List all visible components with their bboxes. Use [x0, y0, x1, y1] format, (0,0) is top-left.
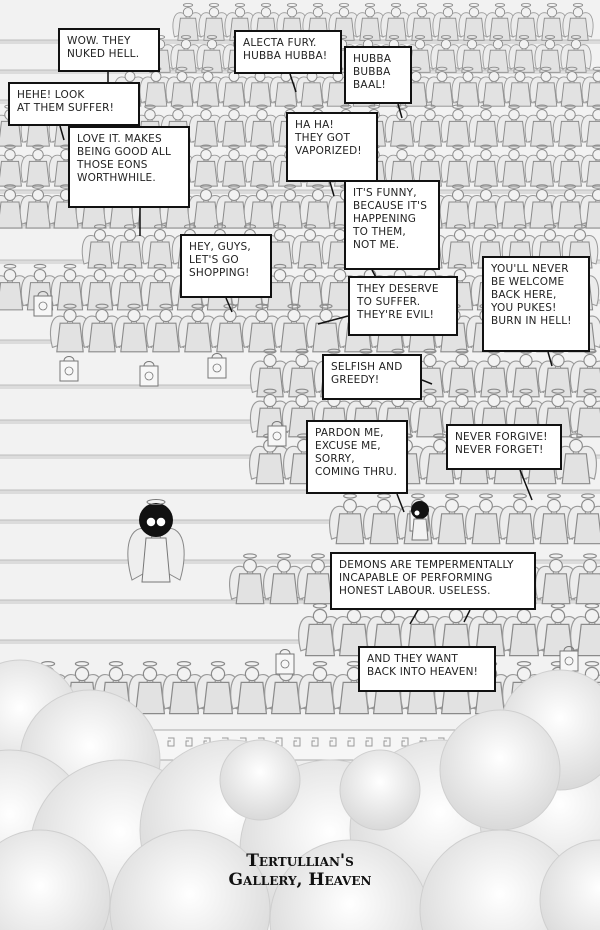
angel-head [201, 150, 211, 160]
angel-robe [431, 83, 453, 106]
angel-robe [270, 574, 298, 604]
angel-robe [145, 83, 167, 106]
angel-head [261, 8, 270, 17]
angel-head [483, 609, 496, 622]
angel-head [551, 609, 564, 622]
angel-head [545, 40, 554, 49]
angel-robe [238, 682, 267, 713]
angel-head [565, 190, 576, 201]
angel-robe [540, 514, 568, 544]
angel-head [434, 439, 447, 452]
cloud-puff [220, 740, 300, 820]
angel-head [95, 230, 106, 241]
angel-head [514, 499, 527, 512]
angel-head [521, 8, 530, 17]
angel-robe [223, 83, 245, 106]
angel-head [485, 230, 496, 241]
speech-bubble-vaporized: HA HA! THEY GOT VAPORIZED! [286, 112, 378, 182]
angel-robe [566, 50, 586, 72]
angel-robe [117, 283, 142, 310]
angel-robe [27, 161, 50, 186]
angel-head [5, 190, 16, 201]
angel-head [455, 230, 466, 241]
angel-robe [217, 323, 243, 352]
angel-robe [574, 514, 600, 544]
angel-head [548, 499, 561, 512]
angel-head [456, 354, 468, 366]
angel-robe [502, 202, 526, 228]
angel-robe [121, 323, 147, 352]
angel-head [312, 559, 325, 572]
angel-head [296, 394, 308, 406]
angel-robe [304, 574, 332, 604]
angel-robe [57, 283, 82, 310]
angel-head [177, 667, 190, 680]
angel-head [488, 394, 500, 406]
angel-head [520, 394, 532, 406]
angel-head [201, 110, 211, 120]
angel-head [573, 8, 582, 17]
angel-head [493, 40, 502, 49]
angel-head [537, 150, 547, 160]
angel-robe [576, 574, 600, 604]
speech-bubble-love-it: LOVE IT. MAKES BEING GOOD ALL THOSE EONS WORTHWHILE. [68, 126, 190, 208]
angel-robe [0, 202, 22, 228]
angel-robe [306, 624, 335, 655]
angel-robe [438, 18, 458, 40]
angel-robe [204, 18, 224, 40]
angel-robe [474, 202, 498, 228]
angel-head [256, 309, 268, 321]
angel-head [495, 8, 504, 17]
angel-robe [171, 83, 193, 106]
character-body [412, 519, 428, 540]
angel-robe [370, 514, 398, 544]
angel-head [411, 72, 421, 82]
angel-head [425, 110, 435, 120]
angel-robe [57, 323, 83, 352]
angel-head [155, 230, 166, 241]
angel-head [109, 667, 122, 680]
angel-robe [447, 121, 470, 146]
angel-head [570, 439, 583, 452]
angel-head [378, 499, 391, 512]
angel-head [391, 8, 400, 17]
angel-head [288, 309, 300, 321]
angel-robe [250, 202, 274, 228]
angel-robe [417, 408, 443, 437]
angel-head [347, 609, 360, 622]
angel-head [229, 190, 240, 201]
angel-head [313, 8, 322, 17]
angel-robe [568, 18, 588, 40]
angel-head [453, 150, 463, 160]
angel-head [424, 354, 436, 366]
angel-head [481, 190, 492, 201]
angel-robe [447, 161, 470, 186]
angel-robe [587, 161, 600, 186]
angel-head [584, 354, 596, 366]
angel-head [5, 150, 15, 160]
angel-head [417, 8, 426, 17]
angel-head [75, 667, 88, 680]
angel-head [453, 110, 463, 120]
angel-head [64, 309, 76, 321]
angel-robe [251, 121, 274, 146]
angel-head [285, 190, 296, 201]
angel-robe [586, 202, 600, 228]
angel-head [224, 309, 236, 321]
speech-bubble-its-funny: IT'S FUNNY, BECAUSE IT'S HAPPENING TO THEM, NOT ME. [344, 180, 440, 270]
angel-robe [278, 202, 302, 228]
angel-head [424, 394, 436, 406]
angel-robe [535, 83, 557, 106]
angel-head [183, 8, 192, 17]
angel-head [296, 354, 308, 366]
angel-head [381, 609, 394, 622]
angel-head [565, 110, 575, 120]
angel-head [235, 8, 244, 17]
angel-robe [412, 18, 432, 40]
angel-robe [153, 323, 179, 352]
angel-robe [0, 283, 23, 310]
angel-head [365, 8, 374, 17]
angel-robe [251, 161, 274, 186]
angel-head [552, 394, 564, 406]
angel-robe [195, 161, 218, 186]
angel-head [257, 150, 267, 160]
angel-head [489, 72, 499, 82]
angel-head [94, 269, 106, 281]
angel-robe [256, 454, 284, 484]
angel-robe [462, 50, 482, 72]
angel-head [177, 72, 187, 82]
angel-head [582, 499, 595, 512]
angel-robe [257, 368, 283, 397]
angel-robe [513, 368, 539, 397]
angel-robe [26, 202, 50, 228]
glasses-icon [156, 517, 166, 527]
angel-head [173, 110, 183, 120]
angel-robe [475, 121, 498, 146]
angel-robe [436, 50, 456, 72]
angel-robe [509, 83, 531, 106]
angel-robe [297, 283, 322, 310]
angel-robe [89, 323, 115, 352]
angel-robe [540, 50, 560, 72]
angel-head [425, 150, 435, 160]
angel-head [229, 110, 239, 120]
angel-robe [223, 161, 246, 186]
cloud-puff [340, 750, 420, 830]
speech-bubble-selfish: SELFISH AND GREEDY! [322, 354, 422, 400]
angel-head [125, 72, 135, 82]
angel-head [515, 72, 525, 82]
angel-head [339, 8, 348, 17]
angel-head [209, 8, 218, 17]
angel-head [278, 559, 291, 572]
angel-head [4, 269, 16, 281]
angel-head [593, 190, 600, 201]
angel-head [552, 354, 564, 366]
cloud-puff [440, 710, 560, 830]
angel-robe [194, 202, 218, 228]
angel-head [446, 499, 459, 512]
angel-robe [142, 538, 170, 582]
angel-robe [249, 323, 275, 352]
angel-robe [0, 161, 21, 186]
speech-bubble-never-forgive: NEVER FORGIVE! NEVER FORGET! [446, 424, 562, 470]
angel-head [584, 559, 597, 572]
angel-head [151, 72, 161, 82]
character-hair [411, 501, 429, 519]
angel-head [397, 150, 407, 160]
angel-head [211, 667, 224, 680]
angel-robe [472, 514, 500, 544]
angel-robe [178, 18, 198, 40]
angel-head [64, 269, 76, 281]
speech-bubble-demons-useless: DEMONS ARE TEMPERMENTALLY INCAPABLE OF PERFORMING HONEST LABOUR. USELESS. [330, 552, 536, 610]
angel-robe [457, 83, 479, 106]
angel-head [124, 269, 136, 281]
angel-head [33, 150, 43, 160]
angel-robe [464, 18, 484, 40]
angel-robe [272, 682, 301, 713]
angel-robe [506, 514, 534, 544]
angel-head [584, 394, 596, 406]
angel-robe [531, 161, 554, 186]
angel-head [585, 609, 598, 622]
angel-head [229, 150, 239, 160]
angel-head [397, 110, 407, 120]
angel-head [257, 110, 267, 120]
speech-bubble-hubba-baal: HUBBA BUBBA BAAL! [344, 46, 412, 104]
speech-bubble-want-heaven: AND THEY WANT BACK INTO HEAVEN! [358, 646, 496, 692]
angel-head [509, 150, 519, 160]
angel-head [313, 609, 326, 622]
angel-robe [306, 202, 330, 228]
angel-head [593, 72, 600, 82]
angel-robe [558, 202, 582, 228]
angel-head [201, 190, 212, 201]
angel-head [244, 559, 257, 572]
angel-head [304, 269, 316, 281]
angel-robe [360, 18, 380, 40]
angel-head [320, 309, 332, 321]
angel-robe [301, 83, 323, 106]
angel-robe [222, 202, 246, 228]
angel-head [125, 230, 136, 241]
character-eye [415, 511, 420, 516]
angel-head [33, 190, 44, 201]
angel-robe [249, 83, 271, 106]
angel-robe [197, 83, 219, 106]
angel-robe [475, 161, 498, 186]
angel-head [334, 269, 346, 281]
angel-head [274, 269, 286, 281]
dark-haired-character [411, 501, 429, 540]
angel-head [154, 269, 166, 281]
angel-robe [202, 50, 222, 72]
angel-head [547, 8, 556, 17]
angel-head [449, 609, 462, 622]
angel-head [203, 72, 213, 82]
angel-robe [587, 121, 600, 146]
angel-head [571, 40, 580, 49]
angel-head [437, 72, 447, 82]
angel-head [488, 354, 500, 366]
angel-head [207, 40, 216, 49]
angel-head [537, 110, 547, 120]
angel-robe [419, 121, 442, 146]
angel-head [520, 354, 532, 366]
angel-head [519, 40, 528, 49]
angel-head [545, 230, 556, 241]
angel-head [145, 110, 155, 120]
angel-robe [136, 682, 165, 713]
angel-head [515, 230, 526, 241]
speech-bubble-go-shopping: HEY, GUYS, LET'S GO SHOPPING! [180, 234, 272, 298]
speech-bubble-alecta-fury: ALECTA FURY. HUBBA HUBBA! [234, 30, 342, 74]
angel-robe [281, 323, 307, 352]
speech-bubble-pardon-me: PARDON ME, EXCUSE ME, SORRY, COMING THRU. [306, 420, 408, 494]
speech-bubble-look-suffer: HEHE! LOOK AT THEM SUFFER! [8, 82, 140, 126]
angel-head [550, 559, 563, 572]
angel-robe [488, 50, 508, 72]
angel-robe [562, 454, 590, 484]
angel-robe [176, 50, 196, 72]
angel-robe [503, 161, 526, 186]
angel-robe [542, 574, 570, 604]
angel-head [181, 40, 190, 49]
angel-head [192, 309, 204, 321]
speech-bubble-never-welcome: YOU'LL NEVER BE WELCOME BACK HERE, YOU PUKES! BURN IN HELL! [482, 256, 590, 352]
angel-robe [185, 323, 211, 352]
angel-robe [578, 624, 600, 655]
angel-robe [559, 121, 582, 146]
angel-head [313, 190, 324, 201]
angel-head [160, 309, 172, 321]
angel-head [463, 72, 473, 82]
angel-head [537, 190, 548, 201]
angel-head [481, 150, 491, 160]
angel-robe [531, 121, 554, 146]
angel-head [128, 309, 140, 321]
angel-head [245, 667, 258, 680]
angel-head [453, 190, 464, 201]
angel-robe [545, 368, 571, 397]
angel-robe [510, 624, 539, 655]
angel-robe [577, 408, 600, 437]
angel-head [143, 667, 156, 680]
angel-robe [446, 202, 470, 228]
angel-robe [490, 18, 510, 40]
angel-head [593, 110, 600, 120]
angel-head [567, 72, 577, 82]
angel-robe [561, 83, 583, 106]
angel-robe [503, 121, 526, 146]
angel-robe [514, 50, 534, 72]
angel-robe [530, 202, 554, 228]
angel-robe [577, 368, 600, 397]
angel-robe [313, 323, 339, 352]
angel-head [517, 609, 530, 622]
angel-head [593, 150, 600, 160]
angel-head [456, 394, 468, 406]
angel-robe [449, 368, 475, 397]
angel-head [480, 499, 493, 512]
angel-head [575, 230, 586, 241]
angel-head [264, 354, 276, 366]
angel-head [34, 269, 46, 281]
angel-head [313, 667, 326, 680]
angel-head [541, 72, 551, 82]
angel-head [415, 40, 424, 49]
angel-robe [386, 18, 406, 40]
angel-head [287, 8, 296, 17]
angel-robe [559, 161, 582, 186]
location-caption: Tertullian's Gallery, Heaven [228, 851, 372, 890]
angel-robe [391, 121, 414, 146]
angel-robe [542, 18, 562, 40]
step-edge [0, 490, 600, 494]
angel-robe [306, 682, 335, 713]
angel-robe [336, 514, 364, 544]
angel-robe [223, 121, 246, 146]
angel-head [509, 190, 520, 201]
angel-robe [289, 368, 315, 397]
angel-head [264, 394, 276, 406]
angel-robe [481, 368, 507, 397]
angel-head [344, 499, 357, 512]
angel-head [469, 8, 478, 17]
angel-head [96, 309, 108, 321]
angel-head [441, 40, 450, 49]
angel-head [443, 8, 452, 17]
angel-robe [483, 83, 505, 106]
angel-head [565, 150, 575, 160]
angel-head [275, 230, 286, 241]
angel-robe [170, 682, 199, 713]
angel-robe [236, 574, 264, 604]
angel-head [509, 110, 519, 120]
glasses-icon [146, 517, 156, 527]
angel-robe [516, 18, 536, 40]
angel-robe [195, 121, 218, 146]
angel-robe [87, 283, 112, 310]
angel-robe [410, 50, 430, 72]
angel-robe [204, 682, 233, 713]
speech-bubble-deserve: THEY DESERVE TO SUFFER. THEY'RE EVIL! [348, 276, 458, 336]
angel-robe [587, 83, 600, 106]
angel-head [467, 40, 476, 49]
angel-head [257, 190, 268, 201]
angel-head [305, 230, 316, 241]
speech-bubble-nuked-hell: WOW. THEY NUKED HELL. [58, 28, 160, 72]
angel-head [481, 110, 491, 120]
angel-robe [438, 514, 466, 544]
